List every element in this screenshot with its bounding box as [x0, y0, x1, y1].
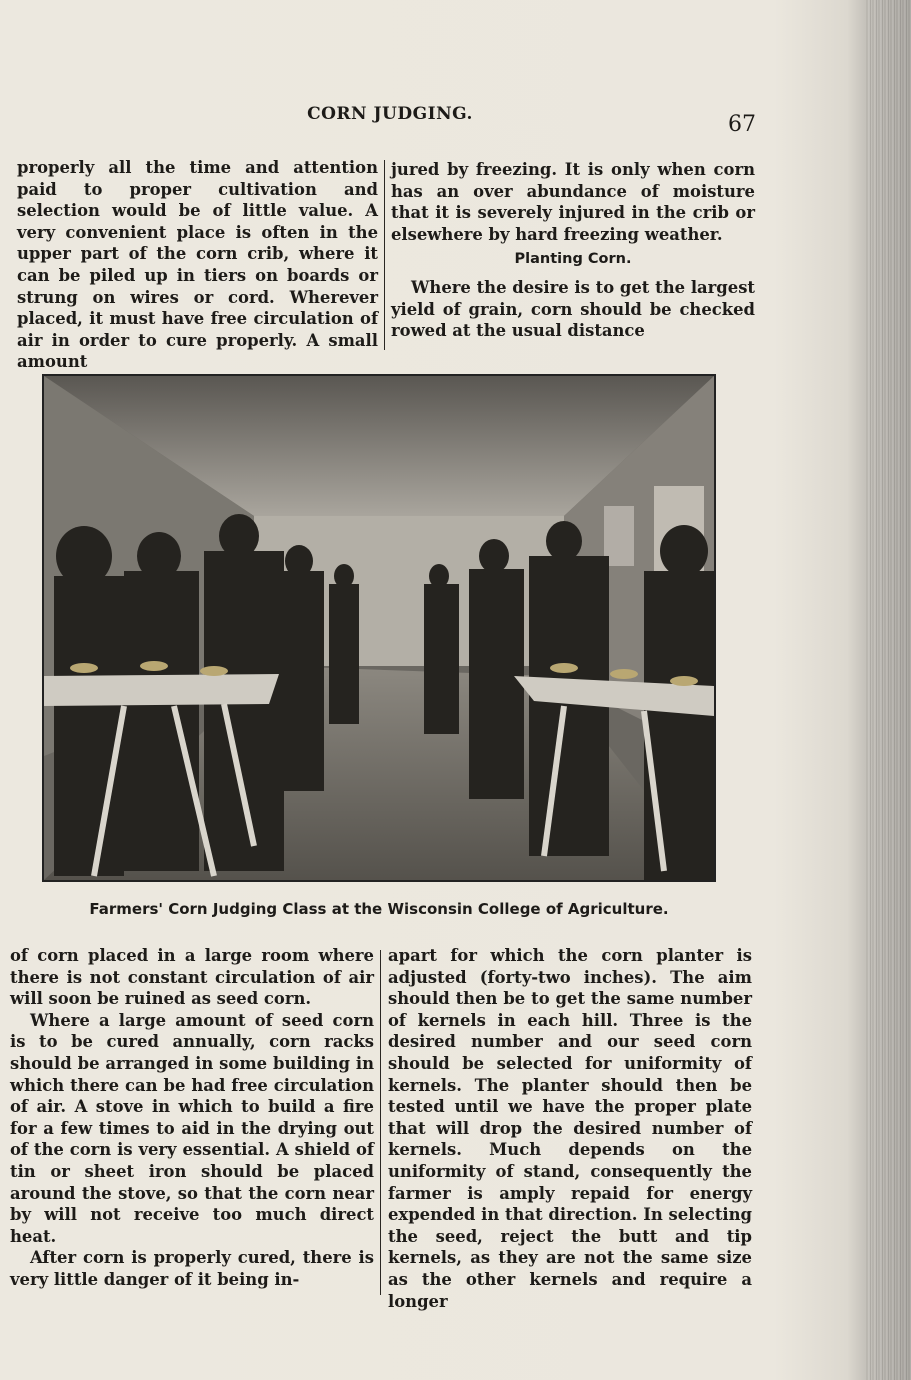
column-bottom-left — [10, 945, 374, 1291]
classroom-photo-illustration — [44, 376, 714, 880]
column-rule-bottom — [380, 950, 381, 1295]
paragraph: Where a large amount of seed corn is to be cured annually, corn racks should be arranged in some building in which there can be had free circulation of air. A stove in which to build a fire for a few times to aid in the drying out of the corn is very essential. A shield of tin or sheet iron should be placed around the stove, so that the corn near by will not receive too much direct heat. — [10, 1010, 374, 1246]
paragraph: of corn placed in a large room where there is not constant circulation of air will soon be ruined as seed corn. — [10, 946, 374, 1009]
column-top-right — [391, 159, 755, 342]
paragraph: apart for which the corn planter is adjusted (forty-two inches). The aim should then be to get the same number of kernels in each hill. Three is the desired number and our seed corn should be selected for uniformity of kernels. The planter should then be tested until we have the proper plate that will drop the desired number of kernels. Much depends on the uniformity of stand, consequently the farmer is amply repaid for energy expended in that direction. In selecting the seed, reject the butt and tip kernels, as they are not the same size as the other kernels and require a longer — [388, 946, 752, 1311]
page-edge-shadow — [865, 0, 911, 1380]
paragraph: Where the desire is to get the largest yield of grain, corn should be checked rowed at the usual distance — [391, 277, 755, 341]
paragraph: jured by freezing. It is only when corn has an over abundance of moisture that it is severely injured in the crib or elsewhere by hard freezing weather. — [391, 160, 755, 244]
column-top-left — [17, 157, 378, 373]
paragraph: After corn is properly cured, there is very little danger of it being in- — [10, 1248, 374, 1289]
page-number: 67 — [728, 112, 756, 137]
paragraph: properly all the time and attention paid to proper cultivation and selection would be of little value. A very convenient place is often in the upper part of the corn crib, where it can be piled up in tiers on boards or strung on wires or cord. Wherever placed, it must have free circulation of air in order to cure properly. A small amount — [17, 158, 378, 372]
column-bottom-right — [388, 945, 752, 1312]
column-rule-top — [384, 160, 385, 350]
figure-caption: Farmers' Corn Judging Class at the Wisconsin College of Agriculture. — [89, 900, 669, 918]
section-heading: Planting Corn. — [514, 251, 632, 268]
figure-photograph — [42, 374, 716, 882]
running-title: CORN JUDGING. — [307, 104, 473, 124]
